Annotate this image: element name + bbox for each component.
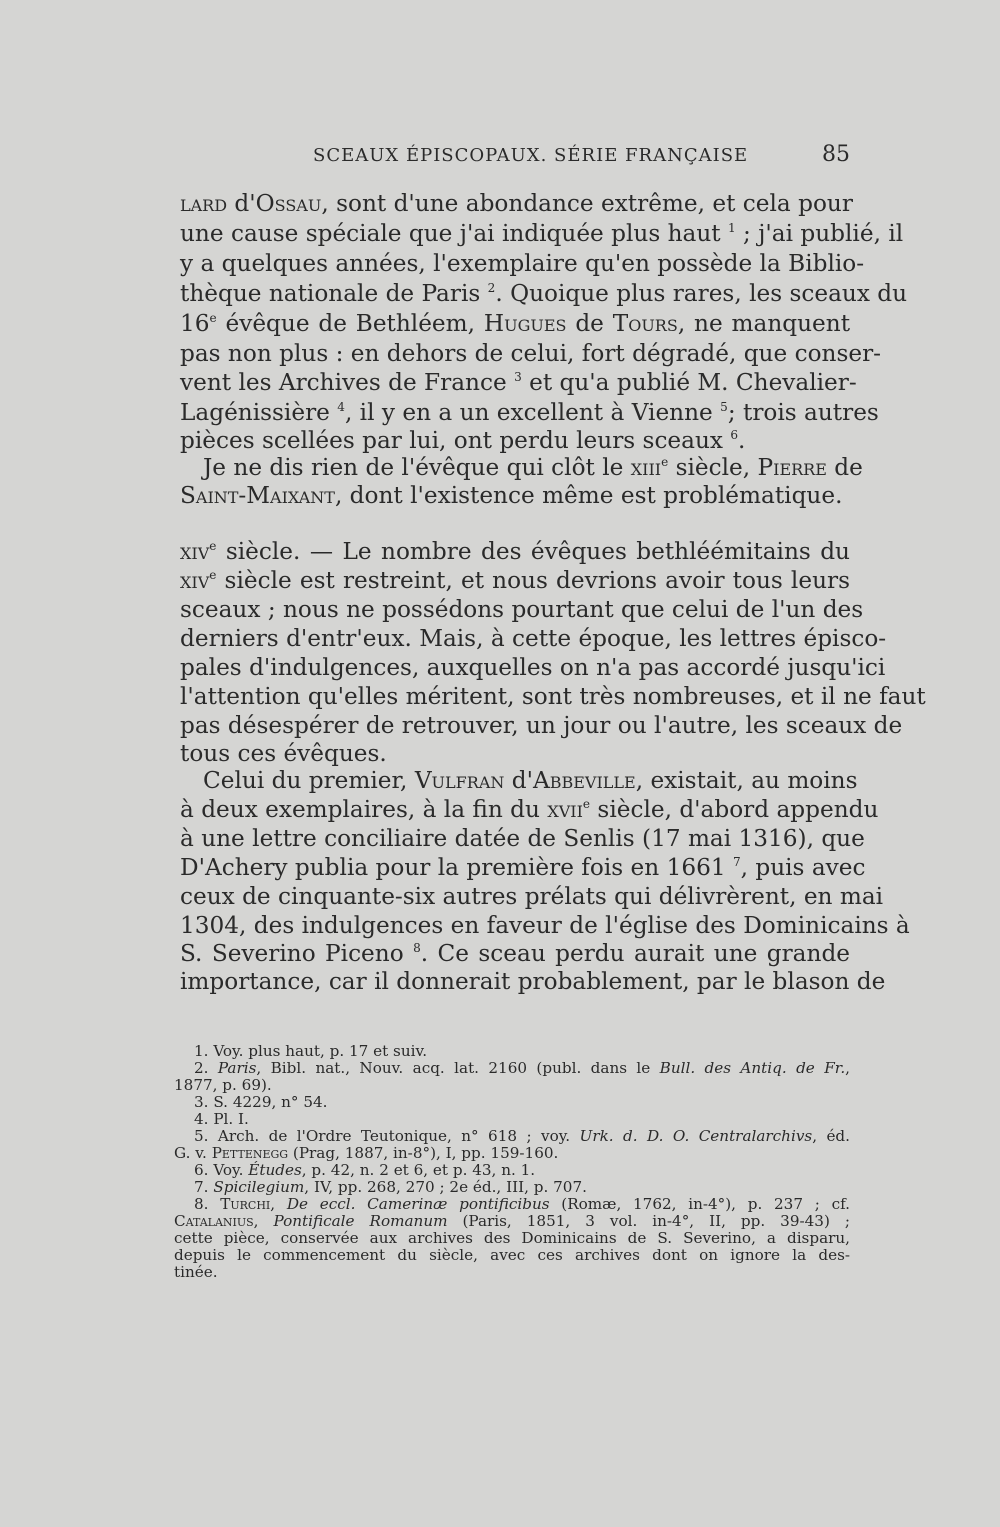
footnote: 6. Voy. Études, p. 42, n. 2 et 6, et p. 43, n. 1.: [194, 1161, 536, 1179]
body-line: D'Achery publia pour la première fois en 1661 $^7$, puis avec: [180, 854, 866, 881]
footnote-continuation: Catalanius, Pontificale Romanum (Paris, 1851, 3 vol. in-4°, II, pp. 39-43) ;: [174, 1212, 850, 1230]
footnote: 2. Paris, Bibl. nat., Nouv. acq. lat. 2160 (publ. dans le Bull. des Antiq. de Fr.,: [194, 1059, 850, 1077]
body-line: xiv$^e$ siècle est restreint, et nous devrions avoir tous leurs: [180, 567, 850, 594]
footnote-ref[interactable]: 7: [732, 854, 741, 869]
body-line: 1304, des indulgences en faveur de l'église des Dominicains à: [180, 912, 910, 939]
footnote-ref[interactable]: 8: [413, 940, 421, 955]
body-line: lard d'Ossau, sont d'une abondance extrême, et cela pour: [180, 190, 853, 217]
footnote: 1. Voy. plus haut, p. 17 et suiv.: [194, 1042, 428, 1060]
body-line: sceaux ; nous ne possédons pourtant que celui de l'un des: [180, 596, 864, 623]
footnote-ref[interactable]: 1: [728, 220, 736, 235]
body-line: Celui du premier, Vulfran d'Abbeville, existait, au moins: [203, 767, 858, 794]
body-line: ceux de cinquante-six autres prélats qui délivrèrent, en mai: [180, 883, 884, 910]
footnote-ref[interactable]: 6: [730, 427, 739, 442]
body-line: Saint-Maixant, dont l'existence même est problématique.: [180, 482, 843, 509]
footnote-ref[interactable]: 2: [487, 280, 496, 295]
page-number: 85: [822, 142, 850, 167]
footnote: 7. Spicilegium, IV, pp. 268, 270 ; 2e éd., III, p. 707.: [194, 1178, 587, 1196]
body-line: pas désespérer de retrouver, un jour ou l'autre, les sceaux de: [180, 712, 903, 739]
body-line: pas non plus : en dehors de celui, fort dégradé, que conser-: [180, 340, 882, 367]
footnote: 4. Pl. I.: [194, 1110, 249, 1128]
footnote-continuation: cette pièce, conservée aux archives des Dominicains de S. Severino, a disparu,: [174, 1229, 850, 1247]
body-line: Lagénissière $^4$, il y en a un excellent à Vienne $^5$; trois autres: [180, 399, 879, 426]
body-line: derniers d'entr'eux. Mais, à cette époque, les lettres épisco-: [180, 625, 887, 652]
running-title: SCEAUX ÉPISCOPAUX. SÉRIE FRANÇAISE: [313, 145, 749, 166]
footnote-continuation: G. v. Pettenegg (Prag, 1887, in-8°), I, pp. 159-160.: [174, 1144, 559, 1162]
body-line: vent les Archives de France $^3$ et qu'a publié M. Chevalier-: [180, 369, 857, 396]
footnote-ref[interactable]: 5: [720, 399, 728, 414]
footnote: 3. S. 4229, n° 54.: [194, 1093, 328, 1111]
footnote-ref[interactable]: 3: [514, 369, 522, 384]
footnote-continuation: tinée.: [174, 1263, 218, 1281]
footnote: 5. Arch. de l'Ordre Teutonique, n° 618 ; voy. Urk. d. D. O. Centralarchivs, éd.: [194, 1127, 850, 1145]
body-line: à une lettre conciliaire datée de Senlis (17 mai 1316), que: [180, 825, 865, 852]
body-line: S. Severino Piceno $^8$. Ce sceau perdu aurait une grande: [180, 940, 851, 967]
body-line: une cause spéciale que j'ai indiquée plus haut $^1$ ; j'ai publié, il: [180, 220, 904, 247]
running-header: [180, 142, 850, 175]
body-line: tous ces évêques.: [180, 740, 387, 767]
footnote-continuation: 1877, p. 69).: [174, 1076, 272, 1094]
body-line: pièces scellées par lui, ont perdu leurs sceaux $^6$.: [180, 427, 746, 454]
footnote-ref[interactable]: 4: [337, 399, 345, 414]
body-line: à deux exemplaires, à la fin du xvii$^e$ siècle, d'abord appendu: [180, 796, 879, 823]
body-line: Je ne dis rien de l'évêque qui clôt le xiii$^e$ siècle, Pierre de: [203, 454, 863, 481]
section-heading-line: xiv$^e$ siècle. — Le nombre des évêques bethléémitains du: [180, 538, 850, 565]
body-line: l'attention qu'elles méritent, sont très nombreuses, et il ne faut: [180, 683, 926, 710]
footnote-continuation: depuis le commencement du siècle, avec ces archives dont on ignore la des-: [174, 1246, 850, 1264]
body-line: 16e évêque de Bethléem, Hugues de Tours, ne manquent: [180, 310, 851, 337]
body-line: y a quelques années, l'exemplaire qu'en possède la Biblio-: [180, 250, 865, 277]
body-line: importance, car il donnerait probablement, par le blason de: [180, 968, 886, 995]
body-line: thèque nationale de Paris $^2$. Quoique plus rares, les sceaux du: [180, 280, 908, 307]
body-line: pales d'indulgences, auxquelles on n'a pas accordé jusqu'ici: [180, 654, 886, 681]
footnote: 8. Turchi, De eccl. Camerinæ pontificibus (Romæ, 1762, in-4°), p. 237 ; cf.: [194, 1195, 850, 1213]
